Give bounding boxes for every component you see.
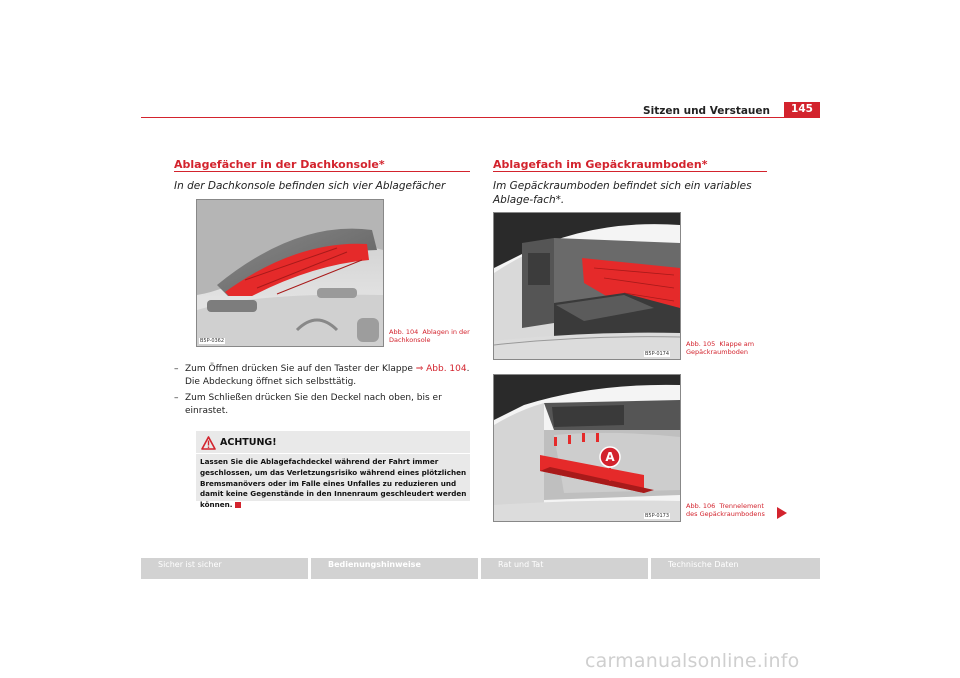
- step-text: Zum Schließen drücken Sie den Deckel nach oben, bis er einrastet.: [185, 393, 442, 416]
- instruction-step-1: [174, 363, 470, 389]
- header-rule: [141, 117, 820, 118]
- figure-caption-label: Abb. 106: [686, 502, 716, 510]
- figure-caption-106: [686, 502, 776, 518]
- instruction-step-2: [174, 392, 470, 418]
- figure-luggage-floor-flap: [493, 212, 681, 360]
- figure-code: B5P-0174: [645, 351, 670, 357]
- section-heading-rule: [493, 171, 767, 172]
- step-text-continued: . Die Abdeckung öffnet sich selbsttätig.: [185, 364, 470, 387]
- figure-roof-console: [196, 199, 384, 347]
- tab-rat-und-tat[interactable]: Rat und Tat: [481, 558, 648, 579]
- warning-triangle-icon: [201, 436, 216, 450]
- figure-code: B5P-0362: [200, 338, 225, 344]
- figure-caption-text: Ablagen in der Dachkonsole: [389, 328, 470, 344]
- figure-caption-104: [389, 328, 479, 344]
- section-heading-rule: [174, 171, 470, 172]
- section-heading-roof-console: Ablagefächer in der Dachkonsole*: [174, 158, 385, 171]
- tab-sicher-ist-sicher[interactable]: Sicher ist sicher: [141, 558, 308, 579]
- tab-bedienungshinweise[interactable]: Bedienungshinweise: [311, 558, 478, 579]
- warning-text: Lassen Sie die Ablagefachdeckel während der Fahrt immer geschlossen, um das Verletzungsrisiko während eines plötzlichen Bremsmanövers oder im Falle eines Unfalles zu reduzieren und damit keine Gegenstände in den Innenraum geschleudert werden können.: [200, 457, 467, 510]
- roof-console-illustration: [197, 200, 383, 346]
- section-heading-luggage-floor: Ablagefach im Gepäckraumboden*: [493, 158, 708, 171]
- figure-reference-link[interactable]: ⇒ Abb. 104: [415, 364, 467, 374]
- figure-caption-105: [686, 340, 776, 356]
- callout-label-a: A: [605, 450, 615, 464]
- page-number: 145: [784, 102, 820, 117]
- tab-technische-daten[interactable]: Technische Daten: [651, 558, 820, 579]
- figure-caption-label: Abb. 105: [686, 340, 716, 348]
- step-text: Zum Öffnen drücken Sie auf den Taster der Klappe: [185, 364, 416, 374]
- next-page-arrow-icon[interactable]: [777, 507, 787, 519]
- luggage-floor-flap-illustration: [494, 213, 680, 359]
- warning-title: ACHTUNG!: [220, 437, 277, 448]
- stop-square-icon: [235, 502, 241, 508]
- warning-divider: [196, 453, 470, 454]
- figure-caption-text: Klappe am Gepäckraumboden: [686, 340, 755, 356]
- luggage-floor-divider-illustration: [494, 375, 680, 521]
- figure-luggage-floor-divider: [493, 374, 681, 522]
- list-dash: –: [174, 393, 179, 403]
- warning-box: [196, 431, 470, 510]
- section-intro: Im Gepäckraumboden befindet sich ein variables Ablage-fach*.: [493, 180, 752, 206]
- site-watermark: carmanualsonline.info: [585, 650, 800, 672]
- running-header-title: Sitzen und Verstauen: [643, 105, 770, 117]
- list-dash: –: [174, 364, 179, 374]
- figure-caption-text: Trennelement des Gepäckraumbodens: [686, 502, 765, 518]
- section-intro: In der Dachkonsole befinden sich vier Ablagefächer: [174, 180, 446, 192]
- warning-text-block: [200, 457, 468, 511]
- figure-code: B5P-0173: [645, 513, 670, 519]
- figure-caption-label: Abb. 104: [389, 328, 419, 336]
